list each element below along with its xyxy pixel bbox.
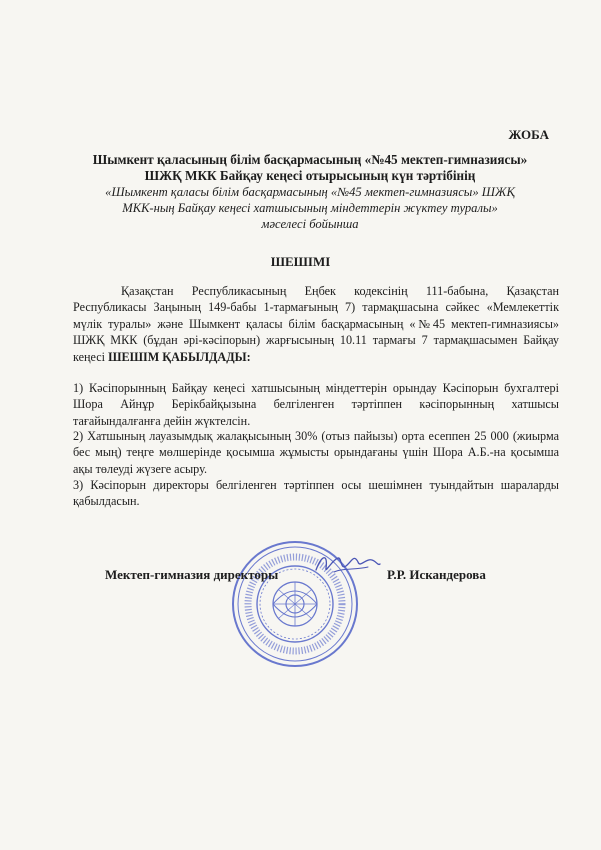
decision-item-2 bbox=[73, 428, 559, 477]
draft-label: ЖОБА bbox=[508, 127, 549, 142]
signature-title: Мектеп-гимназия директоры bbox=[105, 567, 279, 582]
signature-icon bbox=[312, 548, 382, 578]
decision-item-3 bbox=[73, 477, 559, 510]
decision-item-2-text: 2) Хатшының лауазымдық жалақысының 30% (отыз пайызы) орта есеппен 25 000 (жиырма бес мың) теңге мөлшерінде қосымша жұмысты орындағаны үшін Шора А.Б.-на қосымша ақы төлеуді жүзеге асыру. bbox=[73, 429, 559, 476]
title-line-2: ШЖҚ МКК Байқау кеңесі отырысының күн тәртібінің bbox=[144, 168, 476, 183]
decision-item-3-text: 3) Кәсіпорын директоры белгіленген тәртіппен осы шешімнен туындайтын шараларды қабылдасын. bbox=[73, 478, 559, 509]
subtitle-line-1: «Шымкент қаласы білім басқармасының «№45 мектеп-гимназиясы» ШЖҚ bbox=[105, 185, 515, 199]
decision-item-1-text: 1) Кәсіпорынның Байқау кеңесі хатшысының міндеттерін орындау Кәсіпорын бухгалтері Шора Айнұр Берікбайқызына белгіленген тәртіппен кәсіпорынның хатшысы тағайындалғанға дейін жүктелсін. bbox=[73, 381, 559, 428]
decision-heading: ШЕШІМІ bbox=[270, 254, 331, 269]
title-block bbox=[60, 152, 560, 232]
intro-text: Қазақстан Республикасының Еңбек кодексінің 111-бабына, Қазақстан Республикасы Заңының 149-бабы 1-тармағының 7) тармақшасына сәйкес «Мемлекеттік мүлік туралы» және Шымкент қаласы білім басқармасының «№45 мектеп-гимназиясы» ШЖҚ МКК (бұдан әрі-кәсіпорын) жарғысының 10.11 тармағы 7 тармақшасымен Байқау кеңесі bbox=[73, 284, 559, 364]
intro-decision-bold: ШЕШІМ ҚАБЫЛДАДЫ: bbox=[108, 349, 251, 364]
signature-name: Р.Р. Искандерова bbox=[387, 567, 486, 582]
subtitle-line-3: мәселесі бойынша bbox=[261, 217, 359, 231]
decision-item-1 bbox=[73, 380, 559, 429]
title-line-1: Шымкент қаласының білім басқармасының «№45 мектеп-гимназиясы» bbox=[92, 152, 528, 167]
subtitle-line-2: МКК-ның Байқау кеңесі хатшысының міндеттерін жүктеу туралы» bbox=[122, 201, 498, 215]
intro-paragraph bbox=[73, 283, 559, 365]
